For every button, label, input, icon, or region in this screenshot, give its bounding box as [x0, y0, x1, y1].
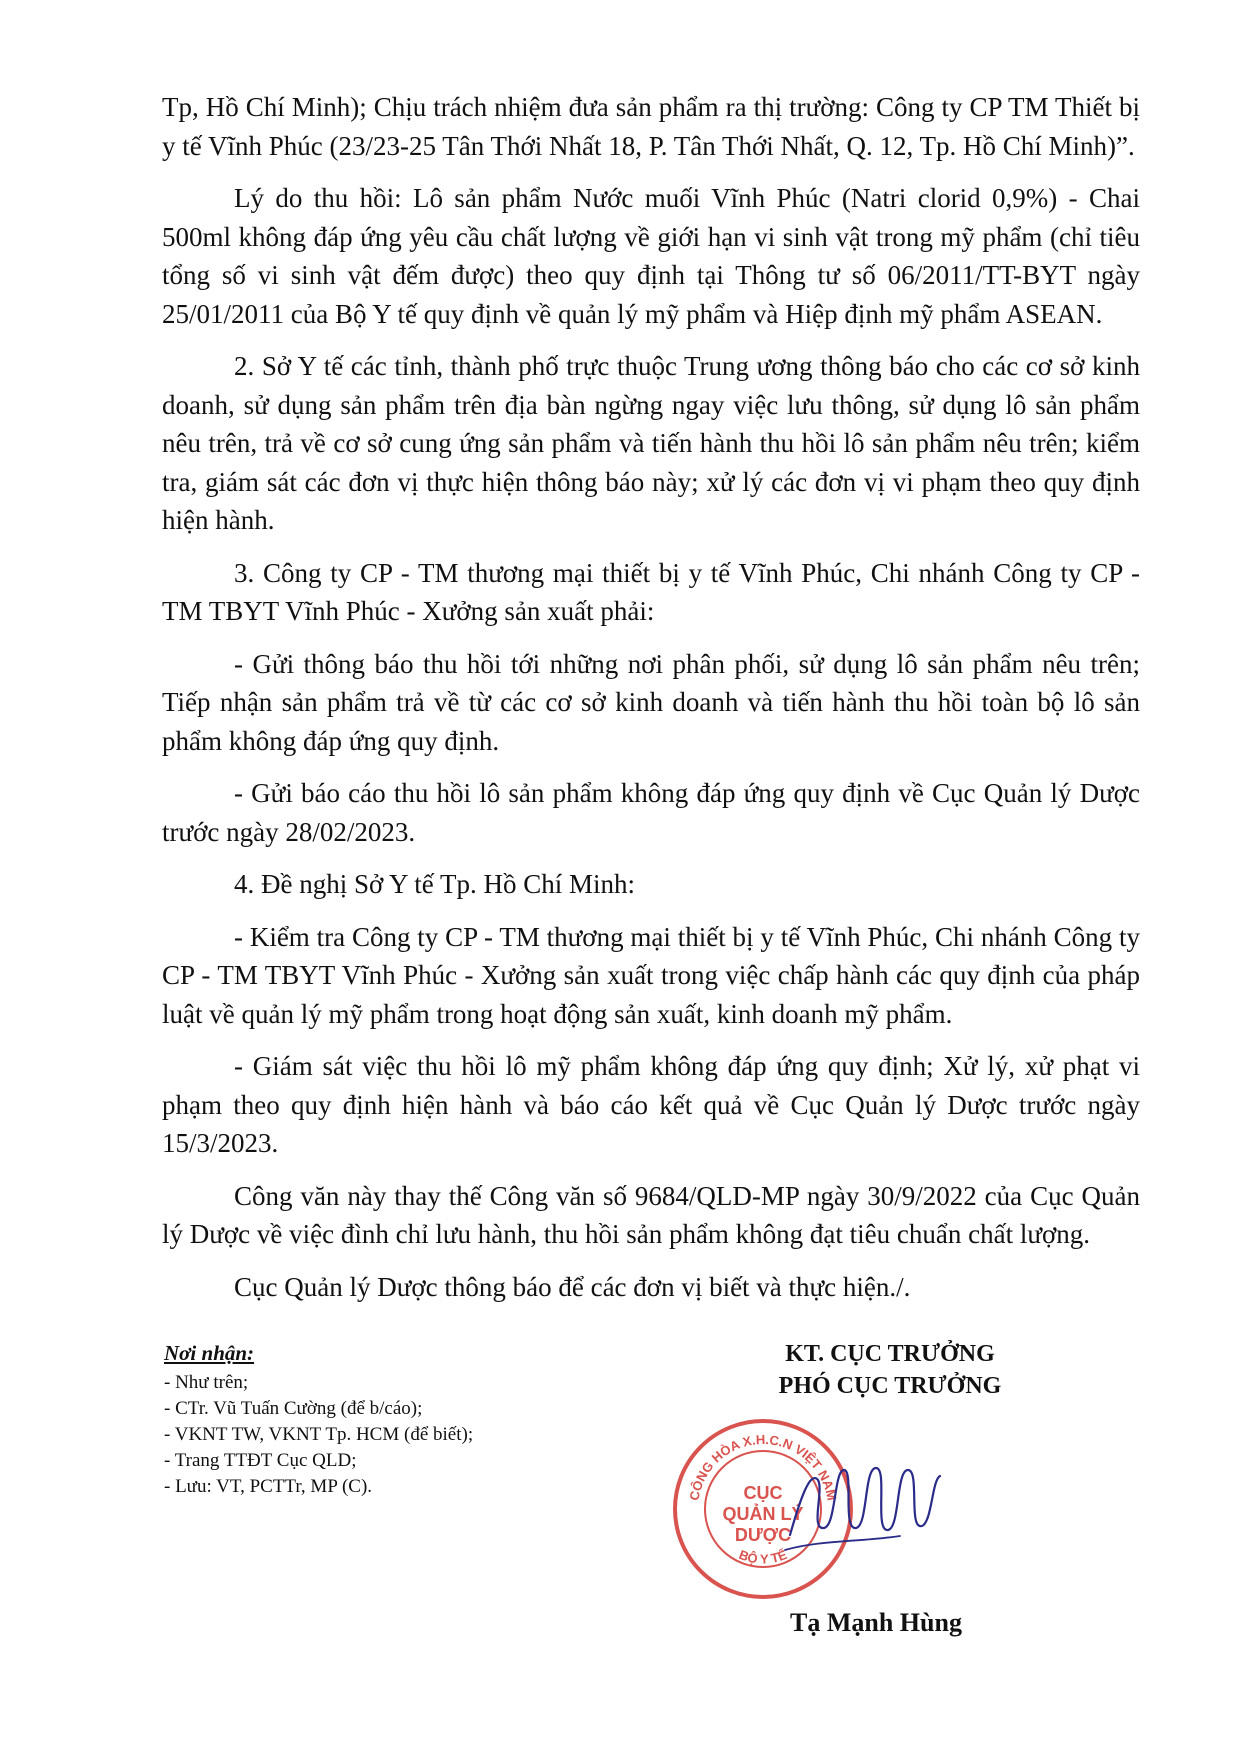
stamp-center-line2: QUẢN LÝ	[722, 1504, 804, 1524]
paragraph-item-3: 3. Công ty CP - TM thương mại thiết bị y tế Vĩnh Phúc, Chi nhánh Công ty CP - TM TBYT Vĩnh Phúc - Xưởng sản xuất phải:	[162, 557, 1140, 626]
recipient-item: - Lưu: VT, PCTTr, MP (C).	[164, 1476, 373, 1497]
paragraph-item-4-a: - Kiểm tra Công ty CP - TM thương mại thiết bị y tế Vĩnh Phúc, Chi nhánh Công ty CP - TM TBYT Vĩnh Phúc - Xưởng sản xuất trong việc chấp hành các quy định của pháp luật về quản lý mỹ phẩm trong hoạt động sản xuất, kinh doanh mỹ phẩm.	[162, 921, 1140, 1029]
paragraph-closing: Cục Quản lý Dược thông báo để các đơn vị biết và thực hiện./.	[234, 1271, 911, 1302]
paragraph-item-4-b: - Giám sát việc thu hồi lô mỹ phẩm không đáp ứng quy định; Xử lý, xử phạt vi phạm theo quy định hiện hành và báo cáo kết quả về Cục Quản lý Dược trước ngày 15/3/2023.	[162, 1051, 1140, 1158]
paragraph-address: Tp, Hồ Chí Minh); Chịu trách nhiệm đưa sản phẩm ra thị trường: Công ty CP TM Thiết bị y tế Vĩnh Phúc (23/23-25 Tân Thới Nhất 18, P. Tân Thới Nhất, Q. 12, Tp. Hồ Chí Minh)”.	[162, 92, 1140, 161]
paragraph-recall-reason: Lý do thu hồi: Lô sản phẩm Nước muối Vĩnh Phúc (Natri clorid 0,9%) - Chai 500ml không đáp ứng yêu cầu chất lượng về giới hạn vi sinh vật trong mỹ phẩm (chỉ tiêu tổng số vi sinh vật đếm được) theo quy định tại Thông tư số 06/2011/TT-BYT ngày 25/01/2011 của Bộ Y tế quy định về quản lý mỹ phẩm và Hiệp định mỹ phẩm ASEAN.	[162, 183, 1140, 329]
stamp-center-line1: CỤC	[743, 1483, 783, 1503]
recipient-item: - Như trên;	[164, 1372, 249, 1393]
recipients-block	[164, 1340, 584, 1500]
signature-title-line1: KT. CỤC TRƯỞNG	[785, 1341, 995, 1367]
paragraph-replacement: Công văn này thay thế Công văn số 9684/QLD-MP ngày 30/9/2022 của Cục Quản lý Dược về việc đình chỉ lưu hành, thu hồi sản phẩm không đạt tiêu chuẩn chất lượng.	[162, 1180, 1140, 1249]
paragraph-item-3-b: - Gửi báo cáo thu hồi lô sản phẩm không đáp ứng quy định về Cục Quản lý Dược trước ngày 28/02/2023.	[162, 778, 1140, 847]
recipients-heading: Nơi nhận:	[164, 1341, 255, 1365]
signer-name: Tạ Mạnh Hùng	[790, 1608, 962, 1637]
stamp-center-line3: DƯỢC	[734, 1525, 792, 1545]
recipient-item: - CTr. Vũ Tuấn Cường (để b/cáo);	[164, 1398, 423, 1419]
recipient-item: - VKNT TW, VKNT Tp. HCM (để biết);	[164, 1424, 474, 1445]
paragraph-item-2: 2. Sở Y tế các tỉnh, thành phố trực thuộc Trung ương thông báo cho các cơ sở kinh doanh, sử dụng sản phẩm trên địa bàn ngừng ngay việc lưu thông, sử dụng lô sản phẩm nêu trên, trả về cơ sở cung ứng sản phẩm và tiến hành thu hồi lô sản phẩm nêu trên; kiểm tra, giám sát các đơn vị thực hiện thông báo này; xử lý các đơn vị vi phạm theo quy định hiện hành.	[162, 351, 1140, 535]
paragraph-item-4: 4. Đề nghị Sở Y tế Tp. Hồ Chí Minh:	[234, 869, 636, 899]
paragraph-item-3-a: - Gửi thông báo thu hồi tới những nơi phân phối, sử dụng lô sản phẩm nêu trên; Tiếp nhận sản phẩm trả về từ các cơ sở kinh doanh và tiến hành thu hồi toàn bộ lô sản phẩm không đáp ứng quy định.	[162, 648, 1140, 756]
stamp-bottom-text: BỘ Y TẾ	[736, 1546, 790, 1567]
stamp-ring-text: CÔNG HÒA X.H.C.N VIỆT NAM	[686, 1431, 840, 1502]
handwritten-signature	[780, 1440, 950, 1570]
signature-stroke	[790, 1468, 940, 1535]
signature-title-line2: PHÓ CỤC TRƯỞNG	[778, 1373, 1002, 1399]
recipient-item: - Trang TTĐT Cục QLD;	[164, 1450, 357, 1471]
signature-title-block	[700, 1338, 1080, 1402]
signature-underline	[785, 1536, 900, 1550]
document-body	[162, 88, 1140, 1320]
